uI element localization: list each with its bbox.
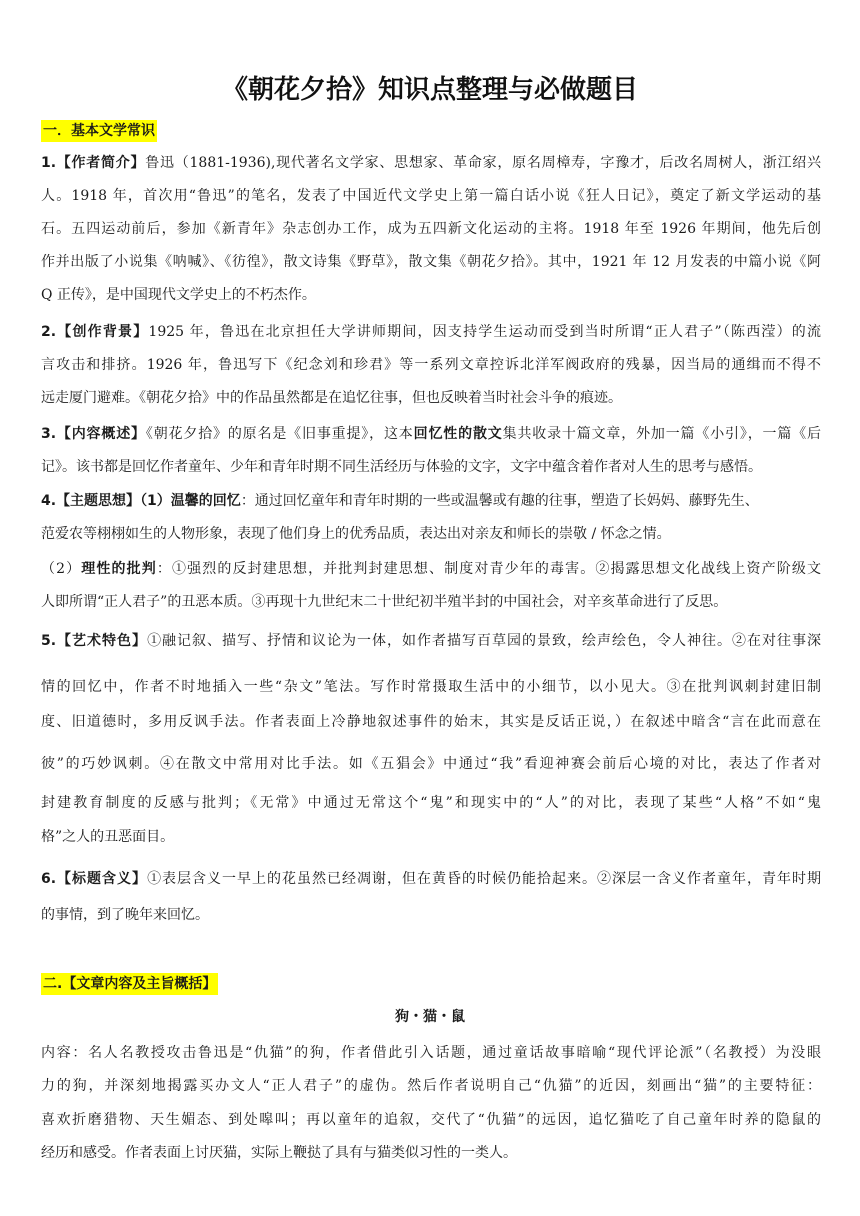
background-line-1: 2.【创作背景】1925 年，鲁迅在北京担任大学讲师期间，因支持学生运动而受到当时所谓“正人君子”（陈西滢）的流 [41,324,821,340]
article-content-line-1: 内容：名人名教授攻击鲁迅是“仇猫”的狗，作者借此引入话题，通过童话故事暗喻“现代评论派”（名教授）为没眼 [41,1045,821,1061]
author-intro-line-3: 石。五四运动前后，参加《新青年》杂志创办工作，成为五四新文化运动的主将。1918 年至 1926 年期间，他先后创 [41,221,821,237]
author-intro-line-2: 人。1918 年，首次用“鲁迅”的笔名，发表了中国近代文学史上第一篇白话小说《狂人日记》，奠定了新文学运动的基 [41,188,821,204]
section-heading-articles: 二.【文章内容及主旨概括】 [41,973,218,995]
theme-line-4: 人即所谓“正人君子”的丑恶本质。③再现十九世纪末二十世纪初半殖半封的中国社会，对辛亥革命进行了反思。 [41,594,728,610]
title-meaning-line-1: 6.【标题含义】①表层含义一早上的花虽然已经凋谢，但在黄昏的时候仍能拾起来。②深层一含义作者童年，青年时期 [41,871,821,887]
theme-warm-memory-label: （1）温馨的回忆 [140,493,241,509]
art-features-line-2: 情的回忆中，作者不时地插入一些“杂文”笔法。写作时常摄取生活中的小细节，以小见大。③在批判讽刺封建旧制 [41,679,821,695]
author-intro-line-1: 1.【作者简介】鲁迅（1881-1936),现代著名文学家、思想家、革命家，原名周樟寿，字豫才，后改名周树人，浙江绍兴 [41,155,821,171]
theme-line-1: 4.【主题思想】（1）温馨的回忆：通过回忆童年和青年时期的一些或温馨或有趣的往事，塑造了长妈妈、藤野先生、 [41,493,759,509]
background-label: 2.【创作背景】 [41,324,149,340]
article-content-line-3: 喜欢折磨猎物、天生媚态、到处嗥叫；再以童年的追叙，交代了“仇猫”的远因，追忆猫吃了自己童年时养的隐鼠的 [41,1112,821,1128]
article-content-line-2: 力的狗，并深刻地揭露买办文人“正人君子”的虚伪。然后作者说明自己“仇猫”的近因，刻画出“猫”的主要特征： [41,1078,821,1094]
theme-line-2: 范爱农等栩栩如生的人物形象，表现了他们身上的优秀品质，表达出对亲友和师长的崇敬 / 怀念之情。 [41,526,671,542]
theme-line-3: （2）理性的批判：①强烈的反封建思想，并批判封建思想、制度对青少年的毒害。②揭露思想文化战线上资产阶级文 [41,561,821,577]
author-intro-label: 1.【作者简介】 [41,155,146,171]
author-intro-line-4: 作并出版了小说集《呐喊》、《彷徨》，散文诗集《野草》，散文集《朝花夕拾》。其中，1921 年 12 月发表的中篇小说《阿 [41,254,821,270]
background-line-2: 言攻击和排挤。1926 年，鲁迅写下《纪念刘和珍君》等一系列文章控诉北洋军阀政府的残暴，因当局的通缉而不得不 [41,357,821,373]
author-intro-line-5: Q 正传》，是中国现代文学史上的不朽杰作。 [41,287,316,303]
article-title-dog-cat-mouse: 狗・猫・鼠 [395,1009,465,1025]
article-content-line-4: 经历和感受。作者表面上讨厌猫，实际上鞭挞了具有与猫类似习性的一类人。 [41,1145,517,1161]
art-features-line-6: 格”之人的丑恶面目。 [41,829,175,845]
section-heading-basic: 一．基本文学常识 [41,120,157,142]
content-summary-line-2: 记》。该书都是回忆作者童年、少年和青年时期不同生活经历与体验的文字，文字中蕴含着作者对人生的思考与感悟。 [41,459,762,475]
memoir-prose-emphasis: 回忆性的散文 [413,426,503,442]
title-meaning-line-2: 的事情，到了晚年来回忆。 [41,907,209,923]
art-features-line-4: 彼”的巧妙讽刺。④在散文中常用对比手法。如《五猖会》中通过“我”看迎神赛会前后心境的对比，表达了作者对 [41,756,821,772]
theme-label: 4.【主题思想】 [41,493,141,509]
title-meaning-label: 6.【标题含义】 [41,871,148,887]
page-title: 《朝花夕拾》知识点整理与必做题目 [221,75,638,105]
art-features-label: 5.【艺术特色】 [41,633,148,649]
theme-critique-label: 理性的批判 [81,561,157,577]
art-features-line-3: 度、旧道德时，多用反讽手法。作者表面上冷静地叙述事件的始末，其实是反话正说，）在叙述中暗含“言在此而意在 [41,714,821,730]
art-features-line-5: 封建教育制度的反感与批判；《无常》中通过无常这个“鬼”和现实中的“人”的对比，表现了某些“人格”不如“鬼 [41,795,821,811]
content-summary-label: 3.【内容概述】 [41,426,146,442]
background-line-3: 远走厦门避难。《朝花夕拾》中的作品虽然都是在追忆往事，但也反映着当时社会斗争的痕迹。 [41,390,622,406]
art-features-line-1: 5.【艺术特色】①融记叙、描写、抒情和议论为一体，如作者描写百草园的景致，绘声绘色，令人神往。②在对往事深 [41,633,821,649]
content-summary-line-1: 3.【内容概述】《朝花夕拾》的原名是《旧事重提》，这本回忆性的散文集共收录十篇文章，外加一篇《小引》，一篇《后 [41,426,821,442]
